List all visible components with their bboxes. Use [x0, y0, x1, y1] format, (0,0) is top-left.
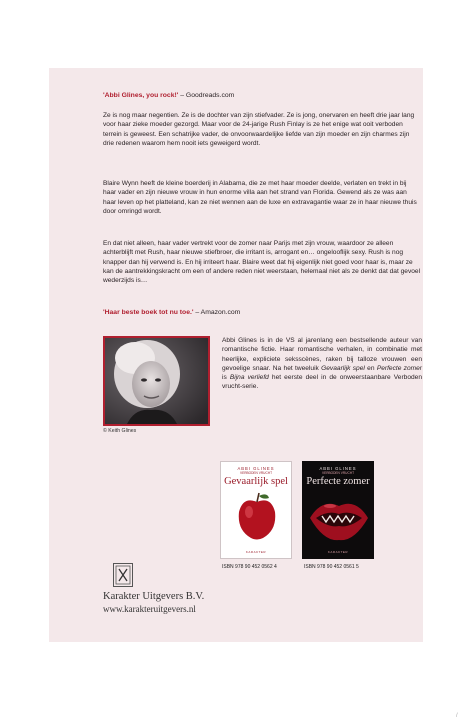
- blurb-paragraph-3: En dat niet alleen, haar vader vertrekt voor de zomer naar Parijs met zijn vrouw, waardoor ze alleen achterblijft met Rush, haar nieuwe stiefbroer, die irritant is, arrogant en… ongelooflijk sexy. Rush is nog knapper dan hij verwend is. En hij irriteert haar. Blaire weet dat hij eigenlijk niet goed voor haar is, maar ze kan de aantrekkingskracht om een of andere reden niet weerstaan, helemaal niet als ze denkt dat dat gevoel wederzijds is…: [103, 240, 421, 285]
- bio-book-title: Perfecte zomer: [376, 364, 422, 372]
- author-portrait-image: [105, 338, 208, 424]
- quote-source: – Amazon.com: [193, 309, 241, 316]
- quote-text: 'Haar beste boek tot nu toe.': [103, 309, 194, 316]
- goodreads-quote: [103, 92, 234, 99]
- bio-book-title: Gevaarlijk spel: [321, 364, 365, 372]
- book-cover-perfecte-zomer: [302, 461, 374, 559]
- isbn-gevaarlijk-spel: ISBN 978 90 452 0562 4: [222, 564, 277, 570]
- karakter-logo-icon: [113, 563, 133, 587]
- author-bio: [222, 336, 422, 392]
- quote-source: – Goodreads.com: [178, 92, 235, 99]
- author-photo: [103, 336, 210, 426]
- bio-text: en: [364, 364, 377, 372]
- book-author: ABBI GLINES: [237, 466, 275, 471]
- book-cover-gevaarlijk-spel: [220, 461, 292, 559]
- corner-mark: /: [456, 713, 458, 719]
- blurb-paragraph-2: Blaire Wynn heeft de kleine boerderij in Alabama, die ze met haar moeder deelde, verlaten en trekt in bij haar vader en zijn nieuwe vrouw in hun enorme villa aan het strand van Florida. Gewend als ze was aan haar leven op het platteland, kan ze niet wennen aan de luxe en extravagantie waar ze in haar nieuwe thuis door omringd wordt.: [103, 180, 417, 215]
- red-apple-icon: [235, 490, 279, 542]
- red-lips-icon: [308, 492, 370, 544]
- book-series: VERBODEN VRUCHT: [321, 471, 355, 475]
- publisher-name: Karakter Uitgevers B.V.: [103, 591, 205, 602]
- book-title: Gevaarlijk spel: [224, 476, 288, 487]
- book-publisher: KARAKTER: [327, 550, 349, 554]
- photo-credit: © Keith Glines: [103, 428, 137, 434]
- isbn-perfecte-zomer: ISBN 978 90 452 0561 5: [304, 564, 359, 570]
- book-author: ABBI GLINES: [319, 466, 357, 471]
- bio-text: Abbi Glines is in de VS al jarenlang een bestsellende auteur van romantische fictie. Haar romantische verhalen, in combinatie met heerlijke, expliciete seksscènes, raken bij talloze vrouwen een gevoelige snaar. Na het tweeluik: [222, 337, 422, 372]
- book-series: VERBODEN VRUCHT: [239, 471, 273, 475]
- book-title: Perfecte zomer: [306, 476, 370, 487]
- quote-text: 'Abbi Glines, you rock!': [103, 92, 179, 99]
- publisher-url: www.karakteruitgevers.nl: [103, 604, 196, 614]
- blurb-paragraph-1: Ze is nog maar negentien. Ze is de dochter van zijn stiefvader. Ze is jong, onervaren en heeft drie jaar lang voor haar zieke moeder gezorgd. Maar voor de 24-jarige Rush Finlay is ze het enige wat ooit verboden terrein is geweest. Een schatrijke vader, de onvoorwaardelijke liefde van zijn moeder en zijn charmes zijn drie redenen waarom hem nooit iets geweigerd wordt.: [103, 112, 415, 147]
- book-publisher: KARAKTER: [245, 550, 267, 554]
- bio-text: het eerste deel in de onweerstaanbare Verboden vrucht-serie.: [222, 374, 423, 391]
- bio-book-title: Bijna verliefd: [229, 374, 269, 382]
- amazon-quote: [103, 309, 240, 316]
- bio-text: is: [222, 374, 230, 382]
